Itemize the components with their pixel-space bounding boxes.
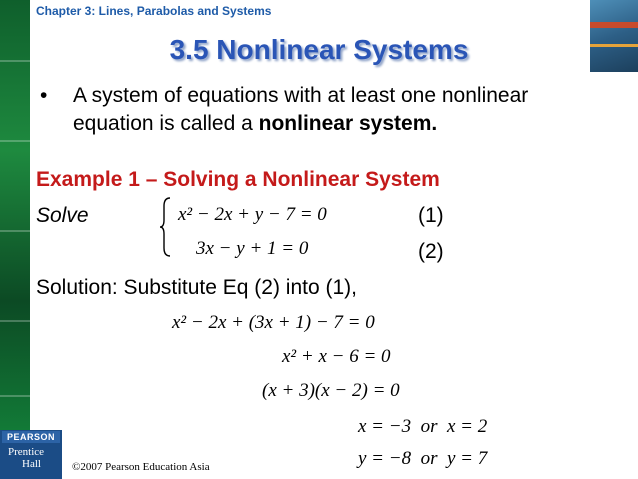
chapter-title: Chapter 3: Lines, Parabolas and Systems	[36, 4, 272, 18]
solution-step-3: (x + 3)(x − 2) = 0	[262, 380, 400, 401]
bullet-line-1: A system of equations with at least one nonlinear	[73, 84, 529, 107]
pearson-prentice-hall-logo	[0, 430, 62, 479]
copyright-notice: ©2007 Pearson Education Asia	[72, 461, 210, 473]
slide-title: 3.5 Nonlinear Systems	[169, 34, 469, 65]
bullet-line-2-text: equation is called a	[73, 112, 259, 135]
bullet-term-bold: nonlinear system.	[258, 112, 438, 135]
solution-step-2: x² + x − 6 = 0	[282, 346, 391, 367]
bullet-line-2	[73, 112, 437, 136]
solution-step-1: x² − 2x + (3x + 1) − 7 = 0	[172, 312, 375, 333]
equation-2: 3x − y + 1 = 0	[196, 238, 309, 259]
equation-1: x² − 2x + y − 7 = 0	[178, 204, 327, 225]
example-heading: Example 1 – Solving a Nonlinear System	[36, 168, 440, 191]
solution-step-5: y = −8 or y = 7	[358, 448, 488, 469]
system-brace	[158, 196, 172, 258]
bullet-marker: •	[40, 84, 48, 107]
solution-step-4: x = −3 or x = 2	[358, 416, 488, 437]
logo-prentice-text: Prentice	[8, 446, 45, 458]
solution-intro: Solution: Substitute Eq (2) into (1),	[36, 276, 357, 299]
logo-hall-text: Hall	[22, 458, 41, 470]
solve-label: Solve	[36, 204, 89, 227]
equation-1-number: (1)	[418, 204, 444, 227]
logo-pearson-text: PEARSON	[2, 431, 60, 443]
equation-2-number: (2)	[418, 240, 444, 263]
